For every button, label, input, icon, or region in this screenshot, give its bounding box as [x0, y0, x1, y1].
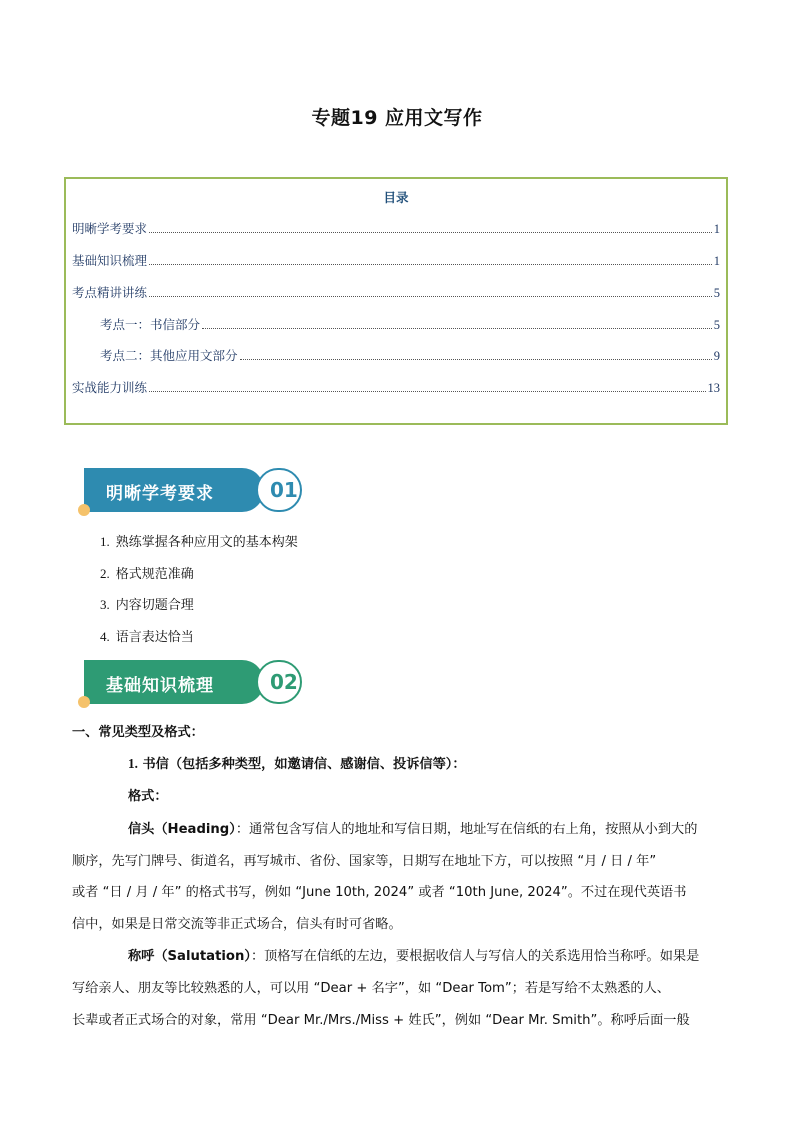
paragraph-heading-line: 信头（Heading）：通常包含写信人的地址和写信日期，地址写在信纸的右上角，按照从小到大的: [128, 822, 698, 837]
toc-item[interactable]: 明晰学考要求 1: [72, 221, 720, 236]
paragraph-heading-line: 或者 “日 / 月 / 年” 的格式书写，例如 “June 10th, 2024” 或者 “10th June, 2024”。不过在现代英语书: [72, 885, 687, 900]
paragraph-salutation-line: 写给亲人、朋友等比较熟悉的人，可以用 “Dear + 名字”，如 “Dear Tom”；若是写给不太熟悉的人、: [72, 981, 670, 996]
heading-common-types: 一、常见类型及格式：: [72, 725, 204, 740]
section-banner-knowledge: [78, 660, 318, 710]
section-banner-bar: 明晰学考要求: [84, 468, 264, 512]
requirement-item: 1. 熟练掌握各种应用文的基本构架: [100, 534, 298, 550]
toc-item[interactable]: 考点一：书信部分 5: [100, 317, 720, 332]
paragraph-salutation-line: 称呼（Salutation）：顶格写在信纸的左边，要根据收信人与写信人的关系选用恰当称呼。如果是: [128, 949, 700, 964]
requirement-item: 4. 语言表达恰当: [100, 629, 194, 645]
requirement-item: 3. 内容切题合理: [100, 597, 194, 613]
toc-heading: 目录: [383, 190, 409, 205]
format-label: 格式：: [128, 789, 168, 804]
toc-item[interactable]: 考点二：其他应用文部分 9: [100, 348, 720, 363]
document-title: 专题19 应用文写作: [311, 107, 483, 129]
paragraph-salutation-line: 长辈或者正式场合的对象，常用 “Dear Mr./Mrs./Miss + 姓氏”，例如 “Dear Mr. Smith”。称呼后面一般: [72, 1013, 690, 1028]
paragraph-heading-line: 顺序，先写门牌号、街道名，再写城市、省份、国家等，日期写在地址下方，可以按照 “月 / 日 / 年”: [72, 854, 657, 869]
paragraph-heading-line: 信中，如果是日常交流等非正式场合，信头有时可省略。: [72, 917, 402, 932]
section-number: 01: [270, 478, 298, 502]
table-of-contents: [64, 177, 728, 425]
requirement-item: 2. 格式规范准确: [100, 566, 194, 582]
decorative-dot: [78, 504, 90, 516]
toc-item[interactable]: 基础知识梳理 1: [72, 253, 720, 268]
toc-item[interactable]: 实战能力训练 13: [72, 380, 720, 395]
section-banner-requirements: [78, 468, 318, 518]
section-banner-bar: 基础知识梳理: [84, 660, 264, 704]
decorative-dot: [78, 696, 90, 708]
toc-item[interactable]: 考点精讲讲练 5: [72, 285, 720, 300]
heading-letters: 1. 书信（包括多种类型，如邀请信、感谢信、投诉信等）：: [128, 756, 466, 772]
section-number: 02: [270, 670, 298, 694]
